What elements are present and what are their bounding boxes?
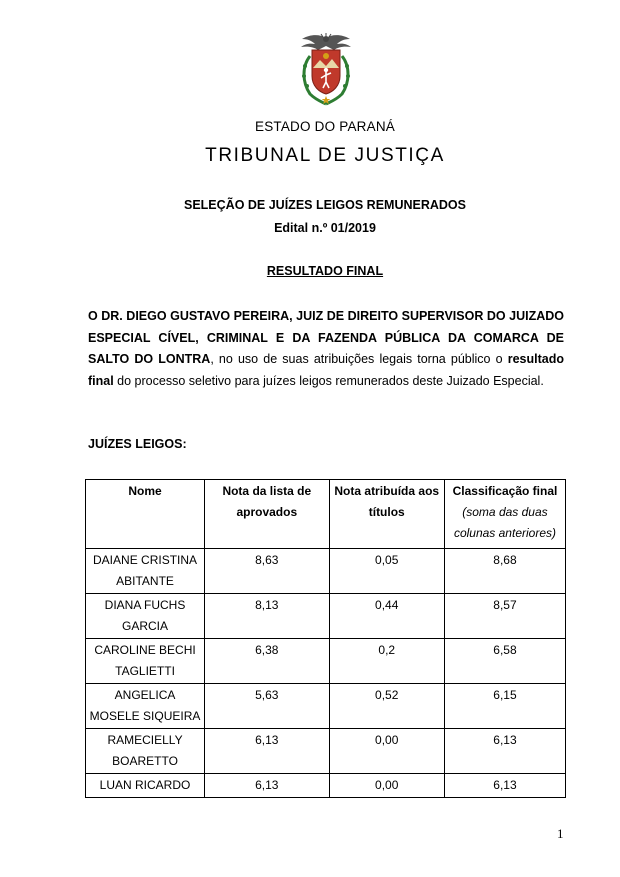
- list-score: 5,63: [205, 684, 329, 729]
- edital-number: Edital n.º 01/2019: [274, 221, 376, 235]
- candidate-name: DIANA FUCHS GARCIA: [86, 594, 205, 639]
- title-score: 0,52: [329, 684, 444, 729]
- state-name: ESTADO DO PARANÁ: [255, 119, 395, 134]
- header-title-score: Nota atribuída aos títulos: [329, 480, 444, 549]
- section-label: JUÍZES LEIGOS:: [88, 437, 187, 451]
- intro-text-middle: , no uso de suas atribuições legais torna público o: [210, 352, 508, 366]
- results-table: [85, 479, 566, 798]
- result-title: RESULTADO FINAL: [266, 264, 384, 278]
- table-row: [86, 774, 566, 798]
- header-final-label: Classificação final: [452, 484, 558, 498]
- table-header-row: [86, 480, 566, 549]
- final-score: 6,13: [444, 729, 565, 774]
- intro-text-end: do processo seletivo para juízes leigos remunerados deste Juizado Especial.: [113, 373, 544, 388]
- final-score: 6,15: [444, 684, 565, 729]
- title-score: 0,00: [329, 774, 444, 798]
- final-score: 8,57: [444, 594, 565, 639]
- list-score: 6,13: [205, 729, 329, 774]
- header-list-score: Nota da lista de aprovados: [205, 480, 329, 549]
- header-final-note: (soma das duas colunas anteriores): [453, 505, 556, 540]
- selection-title: SELEÇÃO DE JUÍZES LEIGOS REMUNERADOS: [184, 198, 466, 212]
- final-score: 8,68: [444, 549, 565, 594]
- final-score: 6,58: [444, 639, 565, 684]
- list-score: 6,38: [205, 639, 329, 684]
- title-score: 0,2: [329, 639, 444, 684]
- table-row: [86, 729, 566, 774]
- list-score: 8,13: [205, 594, 329, 639]
- candidate-name: DAIANE CRISTINA ABITANTE: [86, 549, 205, 594]
- court-name: TRIBUNAL DE JUSTIÇA: [205, 145, 445, 166]
- final-score: 6,13: [444, 774, 565, 798]
- candidate-name: RAMECIELLY BOARETTO: [86, 729, 205, 774]
- table-row: [86, 549, 566, 594]
- list-score: 6,13: [205, 774, 329, 798]
- table-row: [86, 639, 566, 684]
- parana-coat-of-arms-icon: [296, 32, 356, 108]
- title-score: 0,05: [329, 549, 444, 594]
- candidate-name: CAROLINE BECHI TAGLIETTI: [86, 639, 205, 684]
- list-score: 8,63: [205, 549, 329, 594]
- table-row: [86, 684, 566, 729]
- intro-judge-statement: O DR. DIEGO GUSTAVO PEREIRA, JUIZ DE DIREITO SUPERVISOR DO JUIZADO ESPECIAL CÍVEL, CRIMINAL E DA FAZENDA PÚBLICA DA COMARCA DE SALTO DO LONTRA: [88, 309, 564, 366]
- page-number: 1: [557, 826, 564, 841]
- title-score: 0,44: [329, 594, 444, 639]
- table-row: [86, 594, 566, 639]
- intro-result-emphasis: resultado final: [88, 352, 564, 388]
- title-score: 0,00: [329, 729, 444, 774]
- candidate-name: LUAN RICARDO: [86, 774, 205, 798]
- header-name: Nome: [86, 480, 205, 549]
- header-final: [444, 480, 565, 549]
- intro-paragraph: [88, 306, 564, 392]
- candidate-name: ANGELICA MOSELE SIQUEIRA: [86, 684, 205, 729]
